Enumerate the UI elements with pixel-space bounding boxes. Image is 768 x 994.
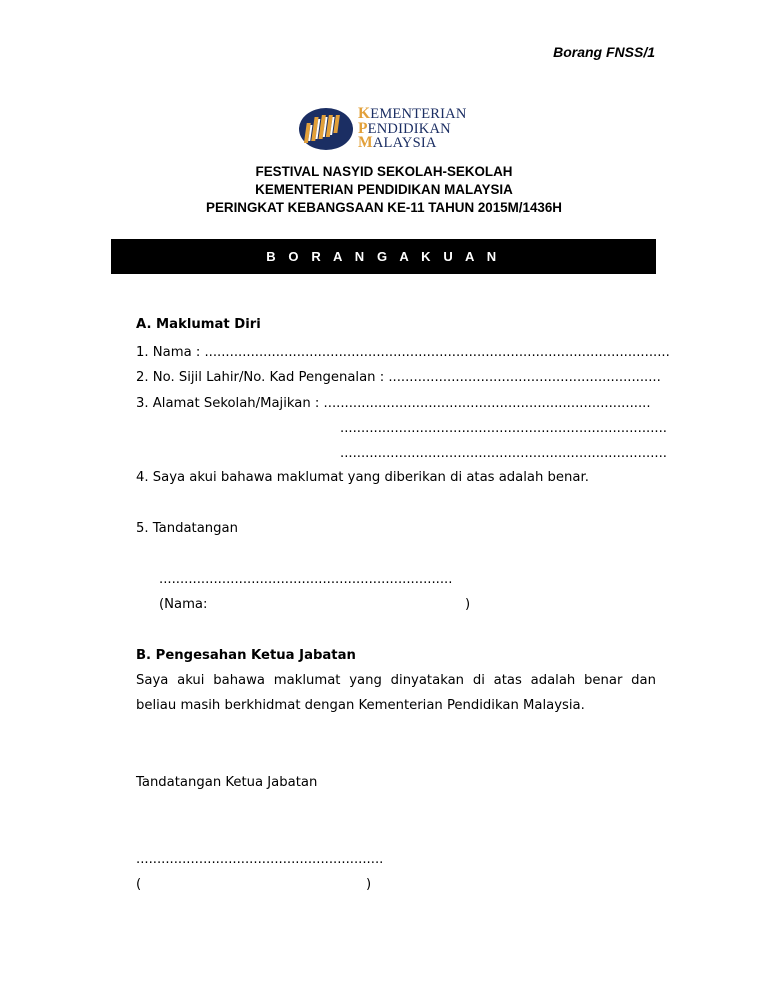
ic-number-field[interactable]: 2. No. Sijil Lahir/No. Kad Pengenalan : ................................................................. bbox=[136, 370, 661, 385]
head-signature-label: Tandatangan Ketua Jabatan bbox=[136, 775, 318, 790]
address-field-line-3[interactable]: .............................................................................. bbox=[340, 446, 667, 461]
confirmation-paragraph-line-1: Saya akui bahawa maklumat yang dinyatakan di atas adalah benar dan bbox=[136, 673, 656, 688]
form-code: Borang FNSS/1 bbox=[553, 44, 655, 60]
form-title-banner: B O R A N G A K U A N bbox=[111, 239, 656, 274]
section-b-title: B. Pengesahan Ketua Jabatan bbox=[136, 648, 356, 663]
declaration-statement: 4. Saya akui bahawa maklumat yang diberikan di atas adalah benar. bbox=[136, 470, 589, 485]
head-signature-line[interactable]: ........................................................... bbox=[136, 852, 384, 867]
ministry-emblem-icon bbox=[298, 107, 354, 151]
ministry-logo bbox=[298, 107, 476, 151]
head-name-paren-close: ) bbox=[366, 877, 372, 892]
address-field[interactable]: 3. Alamat Sekolah/Majikan : .............................................................................. bbox=[136, 396, 651, 411]
name-paren-open: (Nama: bbox=[159, 597, 208, 612]
heading-line-3: PERINGKAT KEBANGSAAN KE-11 TAHUN 2015M/1436H bbox=[206, 200, 562, 215]
section-a-title: A. Maklumat Diri bbox=[136, 317, 261, 332]
heading-line-1: FESTIVAL NASYID SEKOLAH-SEKOLAH bbox=[255, 164, 513, 179]
head-name-paren-open: ( bbox=[136, 877, 142, 892]
signature-line[interactable]: ...................................................................... bbox=[159, 572, 453, 587]
signature-label: 5. Tandatangan bbox=[136, 521, 238, 536]
address-field-line-2[interactable]: .............................................................................. bbox=[340, 421, 667, 436]
name-paren-close: ) bbox=[465, 597, 471, 612]
heading-line-2: KEMENTERIAN PENDIDIKAN MALAYSIA bbox=[255, 182, 513, 197]
ministry-logo-text: KEMENTERIAN PENDIDIKAN MALAYSIA bbox=[358, 105, 467, 151]
name-field[interactable]: 1. Nama : ............................................................................................................... bbox=[136, 345, 670, 360]
confirmation-paragraph-line-2: beliau masih berkhidmat dengan Kementerian Pendidikan Malaysia. bbox=[136, 698, 585, 713]
